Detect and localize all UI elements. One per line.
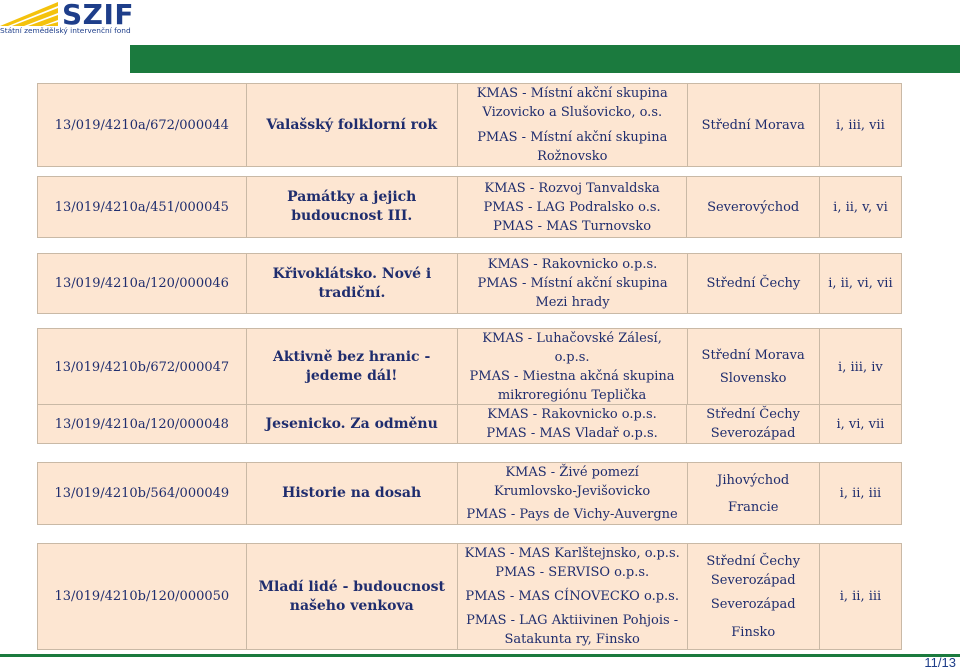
project-id: 13/019/4210b/672/000047 <box>38 329 247 406</box>
region-cell: Střední Čechy <box>687 254 819 314</box>
table-row <box>38 329 902 406</box>
location-cell <box>457 177 687 238</box>
location-line: PMAS - MAS Turnovsko <box>493 218 652 234</box>
location-cell <box>457 463 687 525</box>
location-cell <box>458 254 688 314</box>
location-line: PMAS - MAS CÍNOVECKO o.p.s. <box>465 589 679 604</box>
project-table-46 <box>37 253 902 314</box>
table-row <box>38 177 902 238</box>
region-line: Francie <box>727 499 779 515</box>
project-id: 13/019/4210a/672/000044 <box>38 84 247 167</box>
table-row <box>38 544 902 650</box>
logo-subtitle: Státní zemědělský intervenční fond <box>0 26 131 35</box>
location-line: PMAS - MAS Vladař o.p.s. <box>486 426 658 441</box>
project-name: Valašský folklorní rok <box>246 84 457 167</box>
project-table-47 <box>37 328 902 406</box>
location-line: PMAS - SERVISO o.p.s. <box>495 565 650 580</box>
region-line: Slovensko <box>719 371 787 386</box>
region-cell <box>687 329 819 406</box>
location-cell <box>457 84 687 167</box>
region-line: Střední Čechy <box>706 553 801 569</box>
location-line: KMAS - MAS Karlštejnsko, o.p.s. <box>464 546 680 561</box>
project-name: Památky a jejich budoucnost III. <box>246 177 457 238</box>
classification-cell: i, ii, iii <box>819 544 901 650</box>
region-cell <box>687 405 819 444</box>
location-line: KMAS - Rakovnicko o.p.s. <box>487 407 657 422</box>
location-line: KMAS - Rakovnicko o.p.s. <box>487 257 658 272</box>
region-line: Severozápad <box>710 572 796 588</box>
classification-cell: i, ii, iii <box>819 463 901 525</box>
region-cell <box>687 463 819 525</box>
szif-logo[interactable] <box>0 0 135 40</box>
region-line: Jihovýchod <box>717 472 790 488</box>
project-id: 13/019/4210b/564/000049 <box>38 463 247 525</box>
project-name: Mladí lidé - budoucnost našeho venkova <box>246 544 457 650</box>
region-cell: Střední Morava <box>687 84 819 167</box>
table-row <box>38 84 902 167</box>
classification-cell: i, vi, vii <box>819 405 901 444</box>
region-line: Severozápad <box>710 596 796 612</box>
table-row <box>38 405 902 444</box>
project-table-48 <box>37 404 902 444</box>
project-id: 13/019/4210a/451/000045 <box>38 177 247 238</box>
location-line: PMAS - Miestna akčná skupina mikroregiónu Teplička <box>469 369 675 403</box>
classification-cell: i, iii, iv <box>819 329 901 406</box>
location-line: PMAS - LAG Aktiivinen Pohjois - Satakunta ry, Finsko <box>466 613 679 647</box>
location-line: KMAS - Místní akční skupina Vizovicko a Slušovicko, o.s. <box>476 86 668 120</box>
logo-text: SZIF <box>62 0 135 31</box>
project-name: Jesenicko. Za odměnu <box>246 405 457 444</box>
location-cell <box>457 405 687 444</box>
region-cell <box>687 544 819 650</box>
location-line: KMAS - Živé pomezí Krumlovsko-Jevišovicko <box>494 465 651 499</box>
header-bar <box>130 45 960 73</box>
classification-cell: i, iii, vii <box>819 84 901 167</box>
szif-logo-mark-icon <box>0 2 58 26</box>
classification-cell: i, ii, v, vi <box>819 177 901 238</box>
location-line: KMAS - Luhačovské Zálesí, o.p.s. <box>482 331 662 365</box>
location-cell <box>457 329 687 406</box>
footer-line <box>0 654 960 657</box>
project-name: Křivoklátsko. Nové i tradiční. <box>246 254 458 314</box>
project-id: 13/019/4210a/120/000046 <box>38 254 247 314</box>
project-name: Aktivně bez hranic - jedeme dál! <box>246 329 457 406</box>
region-line: Střední Čechy <box>706 407 800 422</box>
project-id: 13/019/4210b/120/000050 <box>38 544 247 650</box>
project-table-44 <box>37 83 902 167</box>
location-line: PMAS - Místní akční skupina Rožnovsko <box>477 130 668 164</box>
project-table-45 <box>37 176 902 238</box>
project-id: 13/019/4210a/120/000048 <box>38 405 247 444</box>
table-row <box>38 254 902 314</box>
region-line: Severozápad <box>710 426 796 441</box>
location-line: PMAS - LAG Podralsko o.s. <box>483 199 661 215</box>
region-cell: Severovýchod <box>687 177 820 238</box>
table-row <box>38 463 902 525</box>
project-table-49 <box>37 462 902 525</box>
location-line: PMAS - Pays de Vichy-Auvergne <box>466 507 678 522</box>
project-table-50 <box>37 543 902 650</box>
region-line: Střední Morava <box>701 348 805 363</box>
project-name: Historie na dosah <box>246 463 457 525</box>
location-line: PMAS - Místní akční skupina Mezi hrady <box>477 276 668 310</box>
location-line: KMAS - Rozvoj Tanvaldska <box>484 180 660 196</box>
location-cell <box>457 544 687 650</box>
page-number: 11/13 <box>924 655 956 670</box>
classification-cell: i, ii, vi, vii <box>819 254 901 314</box>
region-line: Finsko <box>731 624 776 640</box>
